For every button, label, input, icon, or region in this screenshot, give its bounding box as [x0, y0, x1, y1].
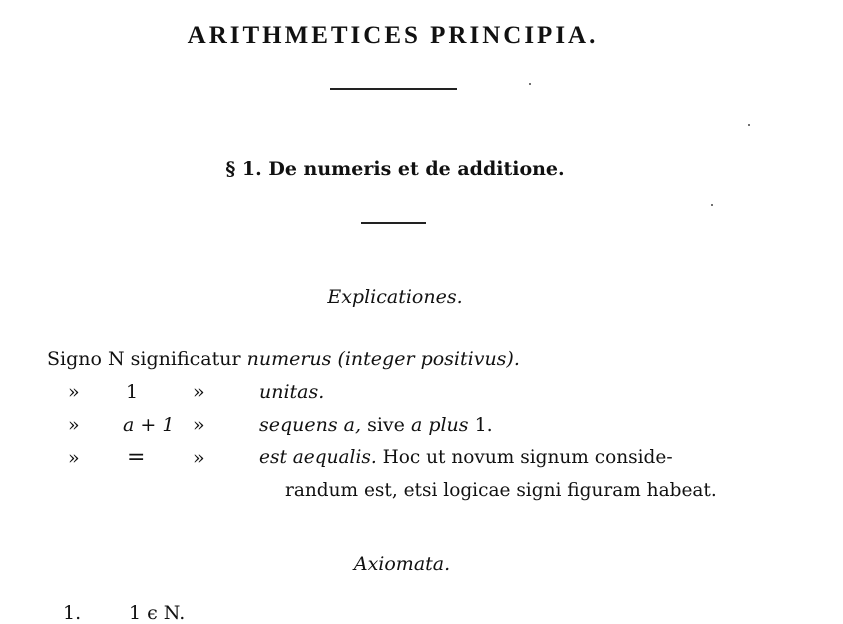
definition-prefix: Signo N significatur: [47, 348, 241, 370]
meaning-part: est aequalis.: [259, 447, 377, 468]
scan-speck: [529, 83, 531, 85]
definition-term: numerus (integer positivus).: [246, 348, 520, 370]
ditto-mark: »: [68, 381, 80, 403]
meaning-part: sequens a,: [259, 414, 362, 436]
ditto-mark: »: [193, 381, 205, 403]
meaning-part: 1.: [474, 414, 493, 436]
page-title: ARITHMETICES PRINCIPIA.: [187, 22, 599, 49]
ditto-mark: »: [193, 414, 205, 436]
definition-symbol: a + 1: [123, 414, 175, 436]
meaning-part: sive: [367, 414, 405, 436]
definition-line: [47, 348, 520, 370]
meaning-part: Hoc ut novum signum conside-: [382, 447, 673, 468]
ditto-mark: »: [68, 414, 80, 436]
definition-continuation: randum est, etsi logicae signi figuram habeat.: [285, 480, 717, 501]
ditto-mark: »: [193, 447, 205, 469]
definition-symbol: 1: [126, 381, 139, 403]
divider-rule: [361, 222, 426, 224]
definition-meaning: [259, 414, 493, 436]
definition-symbol: =: [127, 445, 146, 470]
definition-meaning: [259, 447, 673, 468]
axiom-number: 1.: [63, 602, 82, 624]
definition-meaning: unitas.: [259, 381, 325, 403]
explicationes-heading: Explicationes.: [327, 286, 463, 308]
section-heading: § 1. De numeris et de additione.: [225, 158, 565, 180]
axiomata-heading: Axiomata.: [353, 553, 451, 575]
scan-speck: [711, 204, 713, 206]
divider-rule: [330, 88, 457, 90]
axiom-formula: 1 ϵ N.: [129, 602, 186, 624]
scan-speck: [748, 124, 750, 126]
ditto-mark: »: [68, 447, 80, 469]
meaning-part: a plus: [410, 414, 469, 436]
